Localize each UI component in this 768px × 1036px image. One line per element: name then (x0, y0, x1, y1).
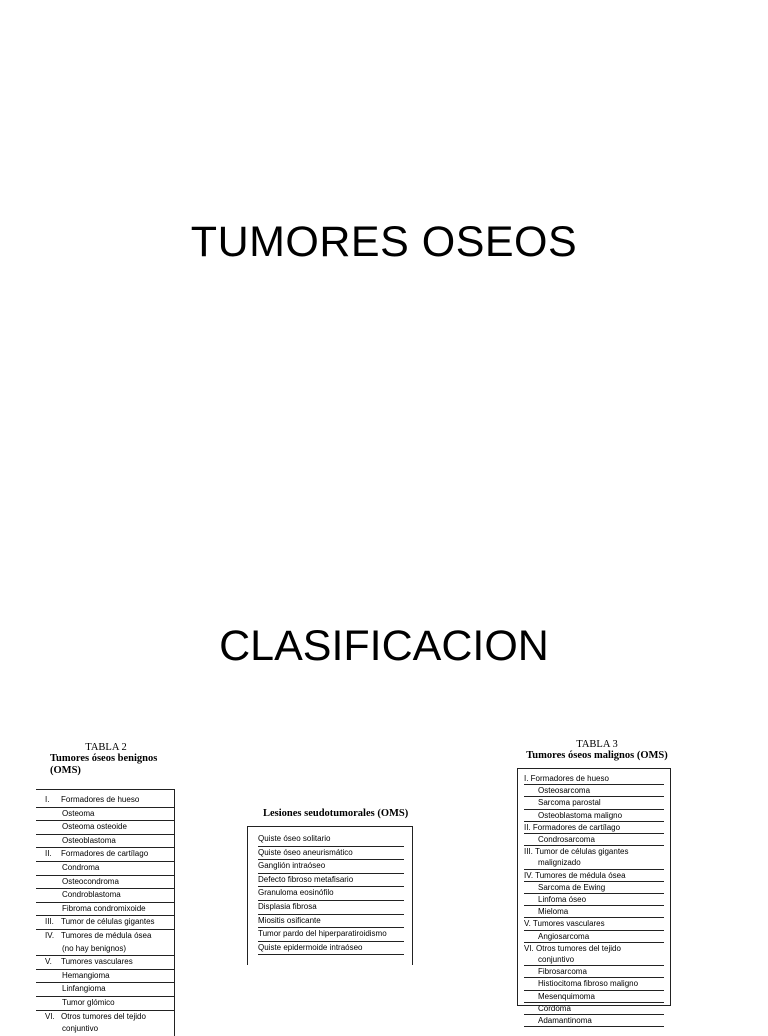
table-row: Miositis osificante (258, 915, 404, 929)
row-text: Tumor de células gigantes (61, 917, 155, 927)
table-row (36, 983, 174, 997)
row-text: Condroblastoma (62, 890, 121, 900)
table-row (36, 794, 174, 808)
table-row (36, 876, 174, 890)
table-row (36, 889, 174, 903)
table-row (36, 970, 174, 984)
table-row: malignizado (524, 857, 664, 869)
table-row: Angiosarcoma (524, 931, 664, 943)
row-numeral: III. (45, 917, 54, 927)
table-row: Mesenquimoma (524, 991, 664, 1003)
table-row (36, 1011, 174, 1024)
row-text: Hemangioma (62, 970, 110, 980)
row-text: (no hay benignos) (62, 943, 127, 953)
row-text: Tumor glómico (62, 997, 115, 1007)
row-text: Tumores de médula ósea (61, 930, 152, 940)
row-numeral: I. (45, 795, 50, 804)
row-text: Condroma (62, 862, 100, 872)
table-row: VI. Otros tumores del tejido (524, 943, 621, 953)
table-row: II. Formadores de cartílago (524, 822, 664, 834)
table-row: IV. Tumores de médula ósea (524, 870, 664, 882)
table-row (36, 956, 174, 970)
table-row: I. Formadores de hueso (524, 773, 664, 785)
table-row: Displasia fibrosa (258, 901, 404, 915)
table-row: Quiste óseo aneurismático (258, 847, 404, 861)
lesiones-rows (247, 826, 413, 965)
row-text: Otros tumores del tejido (61, 1011, 146, 1021)
tabla-2-benign-tumors (36, 742, 186, 1036)
table-row: Ganglión intraóseo (258, 860, 404, 874)
row-numeral: IV. (45, 930, 55, 940)
page-title: TUMORES OSEOS (190, 218, 578, 266)
table-row (36, 916, 174, 930)
tabla-3-malignant-tumors (517, 739, 677, 1026)
table-row: Defecto fibroso metafisario (258, 874, 404, 888)
tabla-3-caption: TABLA 3 (576, 739, 618, 750)
table-row: Osteoblastoma maligno (524, 810, 664, 822)
tabla-3-heading: Tumores óseos malignos (OMS) (526, 750, 668, 761)
row-text: Osteoma osteoide (62, 822, 127, 832)
table-row: Quiste óseo solitario (258, 833, 404, 847)
row-text: Osteoma (62, 808, 95, 818)
table-row: Fibrosarcoma (524, 966, 664, 978)
table-row: Linfoma óseo (524, 894, 664, 906)
table-row (36, 821, 174, 835)
tabla-2-caption: TABLA 2 (85, 742, 127, 753)
row-text: Fibroma condromixoide (62, 903, 146, 913)
table-row: III. Tumor de células gigantes (524, 847, 629, 857)
table-row: Tumor pardo del hiperparatiroidismo (258, 928, 404, 942)
table-row (36, 997, 174, 1011)
row-text: Formadores de cartílago (61, 849, 149, 859)
row-text: Osteoblastoma (62, 835, 116, 845)
row-numeral: II. (45, 849, 52, 859)
table-row (36, 930, 174, 943)
row-text: Formadores de hueso (61, 795, 140, 804)
tabla-2-heading: Tumores óseos benignos (OMS) (50, 753, 158, 776)
table-row (36, 808, 174, 822)
table-row (36, 1023, 174, 1036)
table-row: Sarcoma parostal (524, 797, 664, 809)
table-row (36, 835, 174, 849)
table-row: conjuntivo (524, 954, 664, 966)
lesiones-heading: Lesiones seudotumorales (OMS) (263, 808, 409, 819)
table-row (36, 862, 174, 876)
lesiones-seudotumorales-table (247, 808, 417, 965)
row-text: Tumores vasculares (61, 957, 133, 967)
table-row: Quiste epidermoide intraóseo (258, 942, 404, 956)
row-text: conjuntivo (62, 1024, 99, 1034)
table-row: Mieloma (524, 906, 664, 918)
section-title: CLASIFICACION (219, 622, 549, 670)
tabla-2-rows (36, 789, 175, 1036)
table-row (36, 903, 174, 917)
table-row: Osteosarcoma (524, 785, 664, 797)
row-text: Linfangioma (62, 984, 106, 994)
row-numeral: V. (45, 957, 52, 967)
table-row: V. Tumores vasculares (524, 918, 664, 930)
table-row: Sarcoma de Ewing (524, 882, 664, 894)
tabla-3-rows (517, 768, 671, 1026)
row-numeral: VI. (45, 1011, 55, 1021)
table-row: Adamantinoma (524, 1015, 664, 1027)
table-row (36, 943, 174, 957)
table-row: Granuloma eosinófilo (258, 887, 404, 901)
table-row: Histiocitoma fibroso maligno (524, 978, 664, 990)
row-text: Osteocondroma (62, 876, 119, 886)
table-row (36, 848, 174, 862)
table-row: Cordoma (524, 1003, 664, 1015)
table-row: Condrosarcoma (524, 834, 664, 846)
